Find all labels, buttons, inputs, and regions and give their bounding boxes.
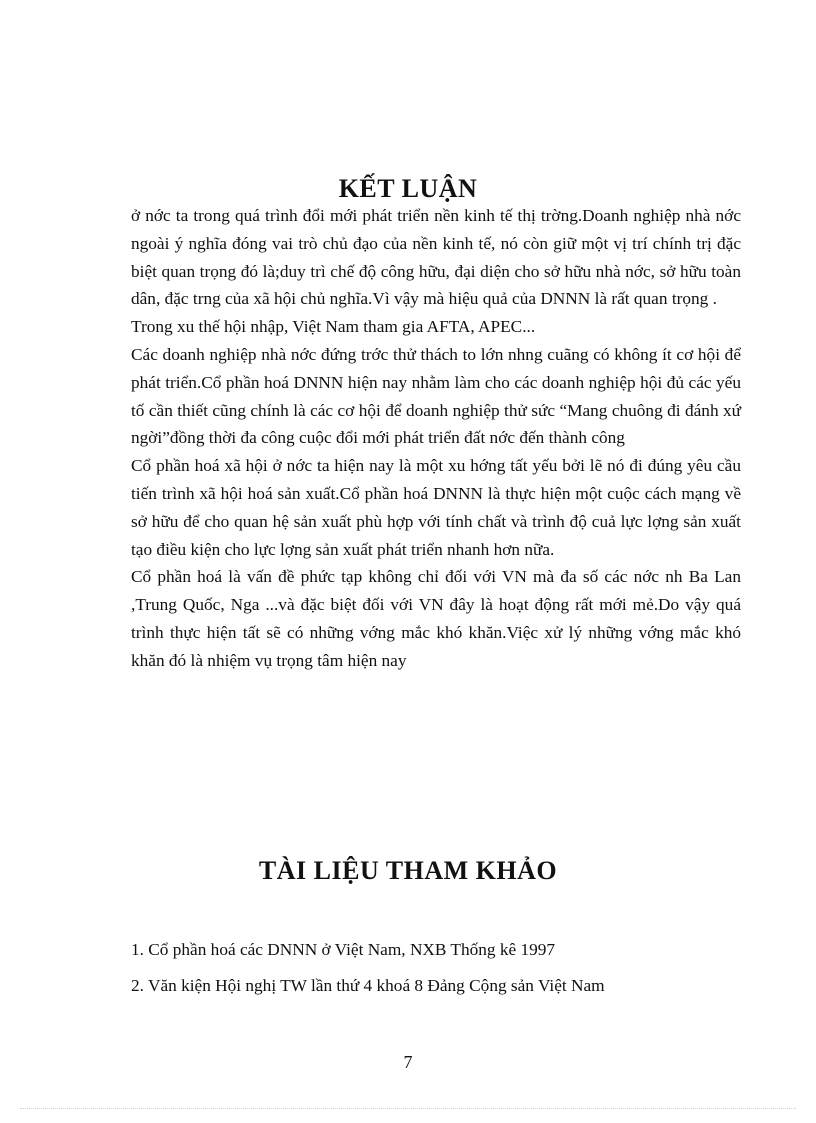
conclusion-paragraph: ở nớc ta trong quá trình đổi mới phát triển nền kinh tế thị trờng.Doanh nghiệp nhà nớc ngoài ý nghĩa đóng vai trò chủ đạo của nền kinh tế, nó còn giữ một vị trí chính trị đặc biệt quan trọng đó là;duy trì chế độ công hữu, đại diện cho sở hữu nhà nớc, sở hữu toàn dân, đặc trng của xã hội chủ nghĩa.Vì vậy mà hiệu quả của DNNN là rất quan trọng . — [131, 206, 741, 309]
reference-item: 2. Văn kiện Hội nghị TW lần thứ 4 khoá 8 Đảng Cộng sản Việt Nam — [131, 976, 605, 995]
reference-item: 1. Cổ phần hoá các DNNN ở Việt Nam, NXB Thống kê 1997 — [131, 940, 556, 959]
page-number: 7 — [403, 1052, 413, 1072]
conclusion-title: KẾT LUẬN — [338, 174, 478, 203]
references-title: TÀI LIỆU THAM KHẢO — [258, 856, 558, 885]
references-list — [131, 932, 751, 1004]
conclusion-body — [131, 202, 741, 675]
conclusion-paragraph: Cổ phần hoá xã hội ở nớc ta hiện nay là một xu hớng tất yếu bởi lẽ nó đi đúng yêu cầu tiến trình xã hội hoá sản xuất.Cổ phần hoá DNNN là thực hiện một cuộc cách mạng về sở hữu để cho quan hệ sản xuất phù hợp với tính chất và trình độ cuả lực lợng sản xuất tạo điều kiện cho lực lợng sản xuất phát triển nhanh hơn nữa. — [131, 456, 741, 559]
page-bottom-divider — [20, 1108, 796, 1109]
conclusion-paragraph: Trong xu thế hội nhập, Việt Nam tham gia AFTA, APEC... — [131, 317, 536, 337]
conclusion-paragraph: Cổ phần hoá là vấn đề phức tạp không chỉ đối với VN mà đa số các nớc nh Ba Lan ,Trung Quốc, Nga ...và đặc biệt đối với VN đây là hoạt động rất mới mẻ.Do vậy quá trình thực hiện tất sẽ có những vớng mắc khó khăn.Việc xử lý những vớng mắc khó khăn đó là nhiệm vụ trọng tâm hiện nay — [131, 567, 741, 670]
conclusion-paragraph: Các doanh nghiệp nhà nớc đứng trớc thử thách to lớn nhng cuãng có không ít cơ hội để phát triển.Cổ phần hoá DNNN hiện nay nhằm làm cho các doanh nghiệp hội đủ các yếu tố cần thiết cũng chính là các cơ hội để doanh nghiệp thử sức “Mang chuông đi đánh xứ ngời”đồng thời đa công cuộc đổi mới phát triển đất nớc đến thành công — [131, 344, 741, 448]
